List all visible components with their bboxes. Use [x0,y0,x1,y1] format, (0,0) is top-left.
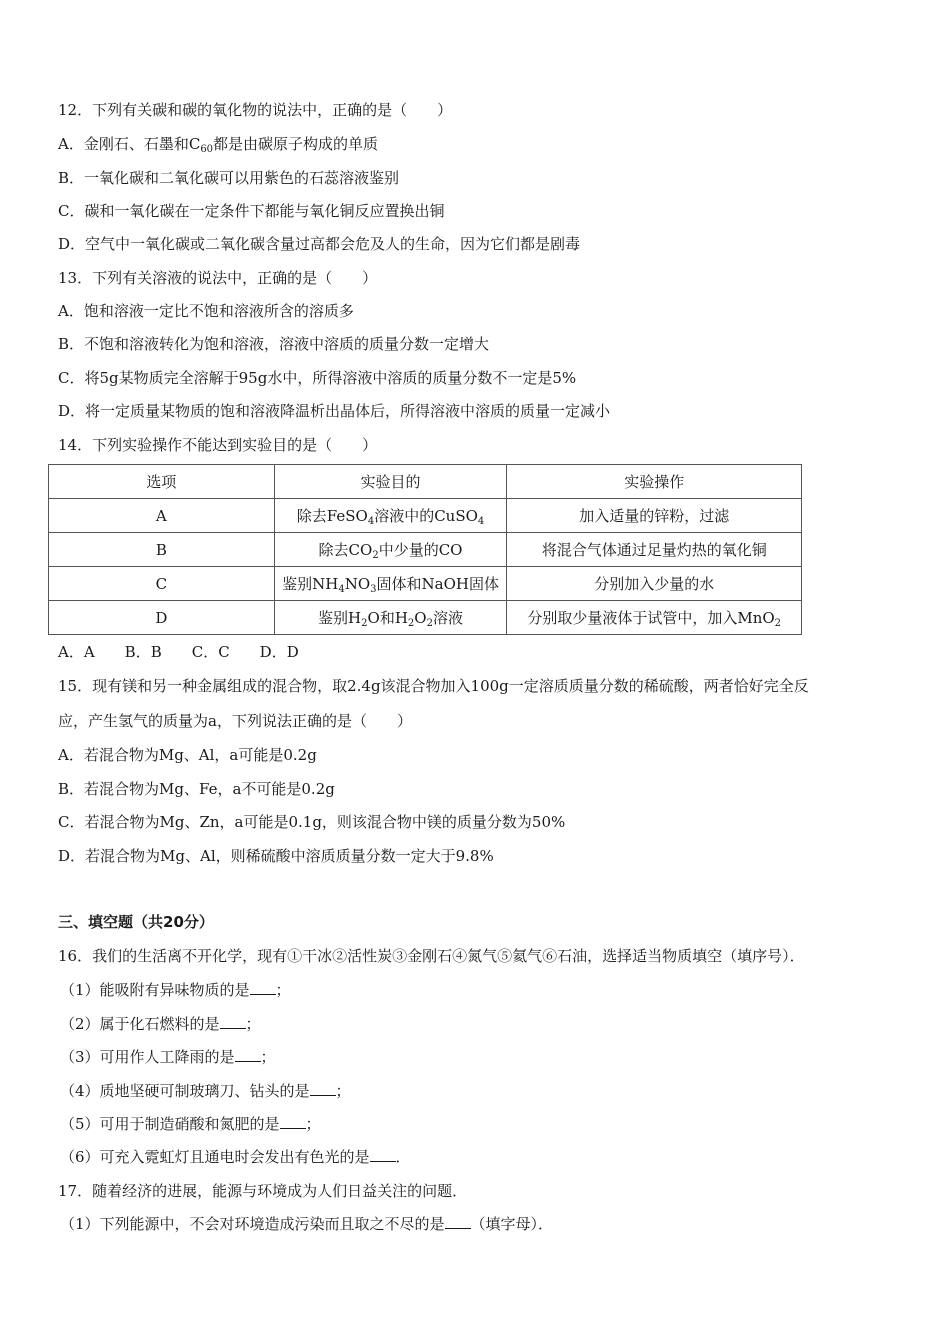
row-operation: 将混合气体通过足量灼热的氧化铜 [507,533,802,567]
q16-item: （6）可充入霓虹灯且通电时会发出有色光的是 ． [60,1148,411,1166]
row-goal: 鉴别$H_2O$和$H_2O_2$溶液 [274,601,507,635]
q15-stem-line1: 15．现有镁和另一种金属组成的混合物，取2.4g该混合物加入100g一定溶质质量分数的稀硫酸，两者恰好完全反 [58,677,809,695]
header-operation: 实验操作 [507,465,802,499]
row-operation: 分别加入少量的水 [507,567,802,601]
row-option: D [49,601,275,635]
q13-option-b: B．不饱和溶液转化为饱和溶液，溶液中溶质的质量分数一定增大 [58,335,490,353]
q12-option-a: A．金刚石、石墨和$C_{60}$都是由碳原子构成的单质 [58,135,379,155]
answer-blank[interactable] [310,1081,336,1096]
q16-item: （4）质地坚硬可制玻璃刀、钻头的是 ； [60,1082,351,1100]
answer-blank[interactable] [235,1047,261,1062]
answer-blank[interactable] [250,980,276,995]
header-option: 选项 [49,465,275,499]
q17-stem: 17．随着经济的进展，能源与环境成为人们日益关注的问题． [58,1182,468,1200]
row-goal: 除去$CO_2$中少量的CO [274,533,507,567]
q12-option-c: C．碳和一氧化碳在一定条件下都能与氧化铜反应置换出铜 [58,202,445,220]
q13-option-d: D．将一定质量某物质的饱和溶液降温析出晶体后，所得溶液中溶质的质量一定减小 [58,402,611,420]
q12-option-b: B．一氧化碳和二氧化碳可以用紫色的石蕊溶液鉴别 [58,169,400,187]
section-title: 三、填空题（共20分） [58,913,214,931]
answer-blank[interactable] [280,1114,306,1129]
q17-item: （1）下列能源中，不会对环境造成污染而且取之不尽的是 （填字母）． [60,1215,554,1233]
q12-option-d: D．空气中一氧化碳或二氧化碳含量过高都会危及人的生命，因为它们都是剧毒 [58,235,581,253]
row-operation: 加入适量的锌粉，过滤 [507,499,802,533]
row-goal: 鉴别$NH_4NO_3$固体和NaOH固体 [274,567,507,601]
q13-option-c: C．将5g某物质完全溶解于95g水中，所得溶液中溶质的质量分数不一定是5% [58,369,577,387]
table-row [49,567,802,601]
q15-stem-line2: 应，产生氢气的质量为a，下列说法正确的是（ ） [58,712,412,730]
q15-option-c: C．若混合物为Mg、Zn，a可能是0.1g，则该混合物中镁的质量分数为50% [58,813,566,831]
q14-choices: A．A B．B C．C D．D [58,643,299,661]
q14-stem: 14．下列实验操作不能达到实验目的是（ ） [58,436,378,454]
row-option: A [49,499,275,533]
row-option: C [49,567,275,601]
q15-option-a: A．若混合物为Mg、Al，a可能是0.2g [58,746,317,764]
q15-option-d: D．若混合物为Mg、Al，则稀硫酸中溶质质量分数一定大于9.8% [58,847,494,865]
q16-item: （3）可用作人工降雨的是 ； [60,1048,276,1066]
table-row [49,533,802,567]
answer-blank[interactable] [445,1214,471,1229]
answer-blank[interactable] [220,1014,246,1029]
table-row [49,499,802,533]
answer-blank[interactable] [370,1147,396,1162]
q15-option-b: B．若混合物为Mg、Fe，a不可能是0.2g [58,780,335,798]
q16-item: （1）能吸附有异味物质的是 ； [60,981,291,999]
row-option: B [49,533,275,567]
q16-item: （5）可用于制造硝酸和氮肥的是 ； [60,1115,321,1133]
q13-stem: 13．下列有关溶液的说法中，正确的是（ ） [58,269,378,287]
q13-option-a: A．饱和溶液一定比不饱和溶液所含的溶质多 [58,302,354,320]
table-row [49,601,802,635]
experiment-table [48,464,802,635]
q16-stem: 16．我们的生活离不开化学，现有①干冰②活性炭③金刚石④氮气⑤氦气⑥石油，选择适当物质填空（填序号）． [58,947,805,965]
table-header-row [49,465,802,499]
header-goal: 实验目的 [274,465,507,499]
row-operation: 分别取少量液体于试管中，加入MnO$_2$ [507,601,802,635]
q12-stem: 12．下列有关碳和碳的氧化物的说法中，正确的是（ ） [58,101,453,119]
row-goal: 除去FeSO$_4$溶液中的CuSO$_4$ [274,499,507,533]
q16-item: （2）属于化石燃料的是 ； [60,1015,261,1033]
